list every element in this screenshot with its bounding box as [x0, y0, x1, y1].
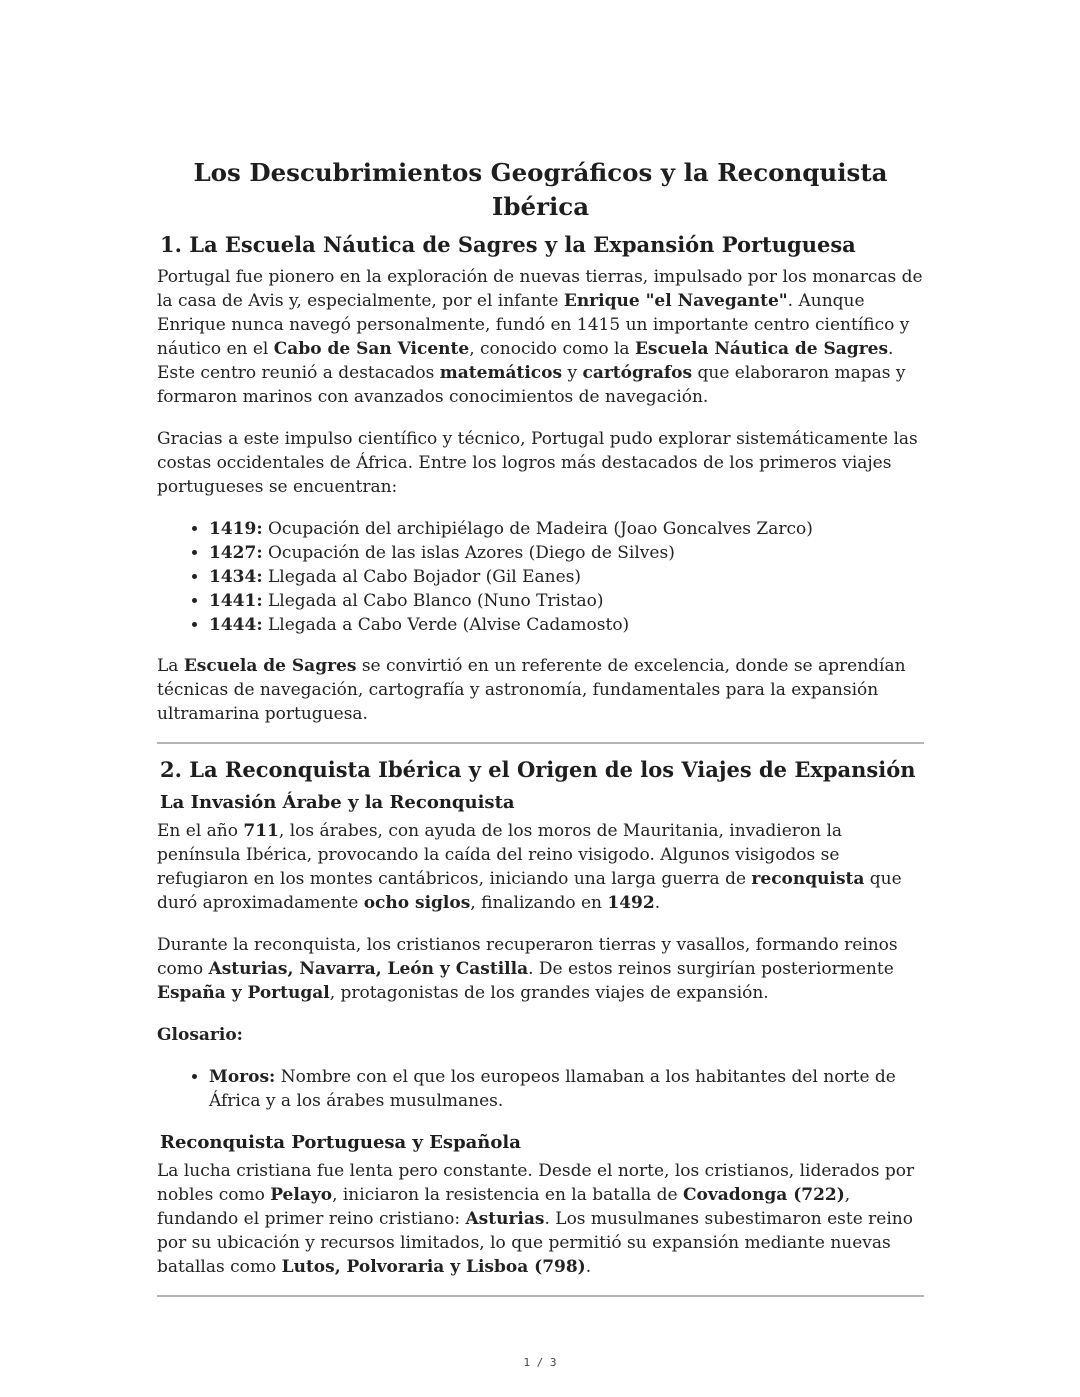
page-number: 1 / 3: [523, 1356, 557, 1369]
list-item: • 1444: Llegada a Cabo Verde (Alvise Cadamosto): [209, 613, 924, 637]
list-item: • 1419: Ocupación del archipiélago de Madeira (Joao Goncalves Zarco): [209, 517, 924, 541]
section-1-paragraph-3: La Escuela de Sagres se convirtió en un referente de excelencia, donde se aprendían técnicas de navegación, cartografía y astronomía, fundamentales para la expansión ultramarina portuguesa.: [157, 656, 906, 724]
section-1-heading: 1. La Escuela Náutica de Sagres y la Expansión Portuguesa: [160, 232, 856, 257]
section-2-paragraph-2: Durante la reconquista, los cristianos recuperaron tierras y vasallos, formando reinos como Asturias, Navarra, León y Castilla. De estos reinos surgirían posteriormente España y Portugal, protagonistas de los grandes viajes de expansión.: [157, 935, 898, 1003]
section-2-paragraph-3: La lucha cristiana fue lenta pero constante. Desde el norte, los cristianos, liderados por nobles como Pelayo, iniciaron la resistencia en la batalla de Covadonga (722), fundando el primer reino cristiano: Asturias. Los musulmanes subestimaron este reino por su ubicación y recursos limitados, lo que permitió su expansión mediante nuevas batallas como Lutos, Polvoraria y Lisboa (798).: [157, 1161, 915, 1277]
glossary-item: • Moros: Nombre con el que los europeos llamaban a los habitantes del norte de África y a los árabes musulmanes.: [209, 1065, 924, 1113]
list-item: • 1441: Llegada al Cabo Blanco (Nuno Tristao): [209, 589, 924, 613]
section-2-heading: 2. La Reconquista Ibérica y el Origen de los Viajes de Expansión: [160, 757, 916, 782]
section-1-paragraph-1: Portugal fue pionero en la exploración de nuevas tierras, impulsado por los monarcas de la casa de Avis y, especialmente, por el infante Enrique "el Navegante". Aunque Enrique nunca navegó personalmente, fundó en 1415 un importante centro científico y náutico en el Cabo de San Vicente, conocido como la Escuela Náutica de Sagres. Este centro reunió a destacados matemáticos y cartógrafos que elaboraron mapas y formaron marinos con avanzados conocimientos de navegación.: [157, 267, 923, 407]
document-page: [157, 156, 924, 1297]
subsection-heading-invasion: La Invasión Árabe y la Reconquista: [160, 792, 515, 813]
document-title: Los Descubrimientos Geográficos y la Reconquista Ibérica: [193, 158, 888, 221]
glossary-label: Glosario:: [157, 1025, 243, 1045]
section-divider: [157, 742, 924, 744]
list-item: • 1427: Ocupación de las islas Azores (Diego de Silves): [209, 541, 924, 565]
voyages-list: [157, 517, 924, 637]
list-item: • 1434: Llegada al Cabo Bojador (Gil Eanes): [209, 565, 924, 589]
section-2-paragraph-1: En el año 711, los árabes, con ayuda de los moros de Mauritania, invadieron la península Ibérica, provocando la caída del reino visigodo. Algunos visigodos se refugiaron en los montes cantábricos, iniciando una larga guerra de reconquista que duró aproximadamente ocho siglos, finalizando en 1492.: [157, 821, 902, 913]
section-divider: [157, 1295, 924, 1297]
glossary-list: [157, 1065, 924, 1113]
subsection-heading-reconquista: Reconquista Portuguesa y Española: [160, 1132, 521, 1153]
section-1-paragraph-2: Gracias a este impulso científico y técnico, Portugal pudo explorar sistemáticamente las costas occidentales de África. Entre los logros más destacados de los primeros viajes portugueses se encuentran:: [157, 429, 918, 497]
